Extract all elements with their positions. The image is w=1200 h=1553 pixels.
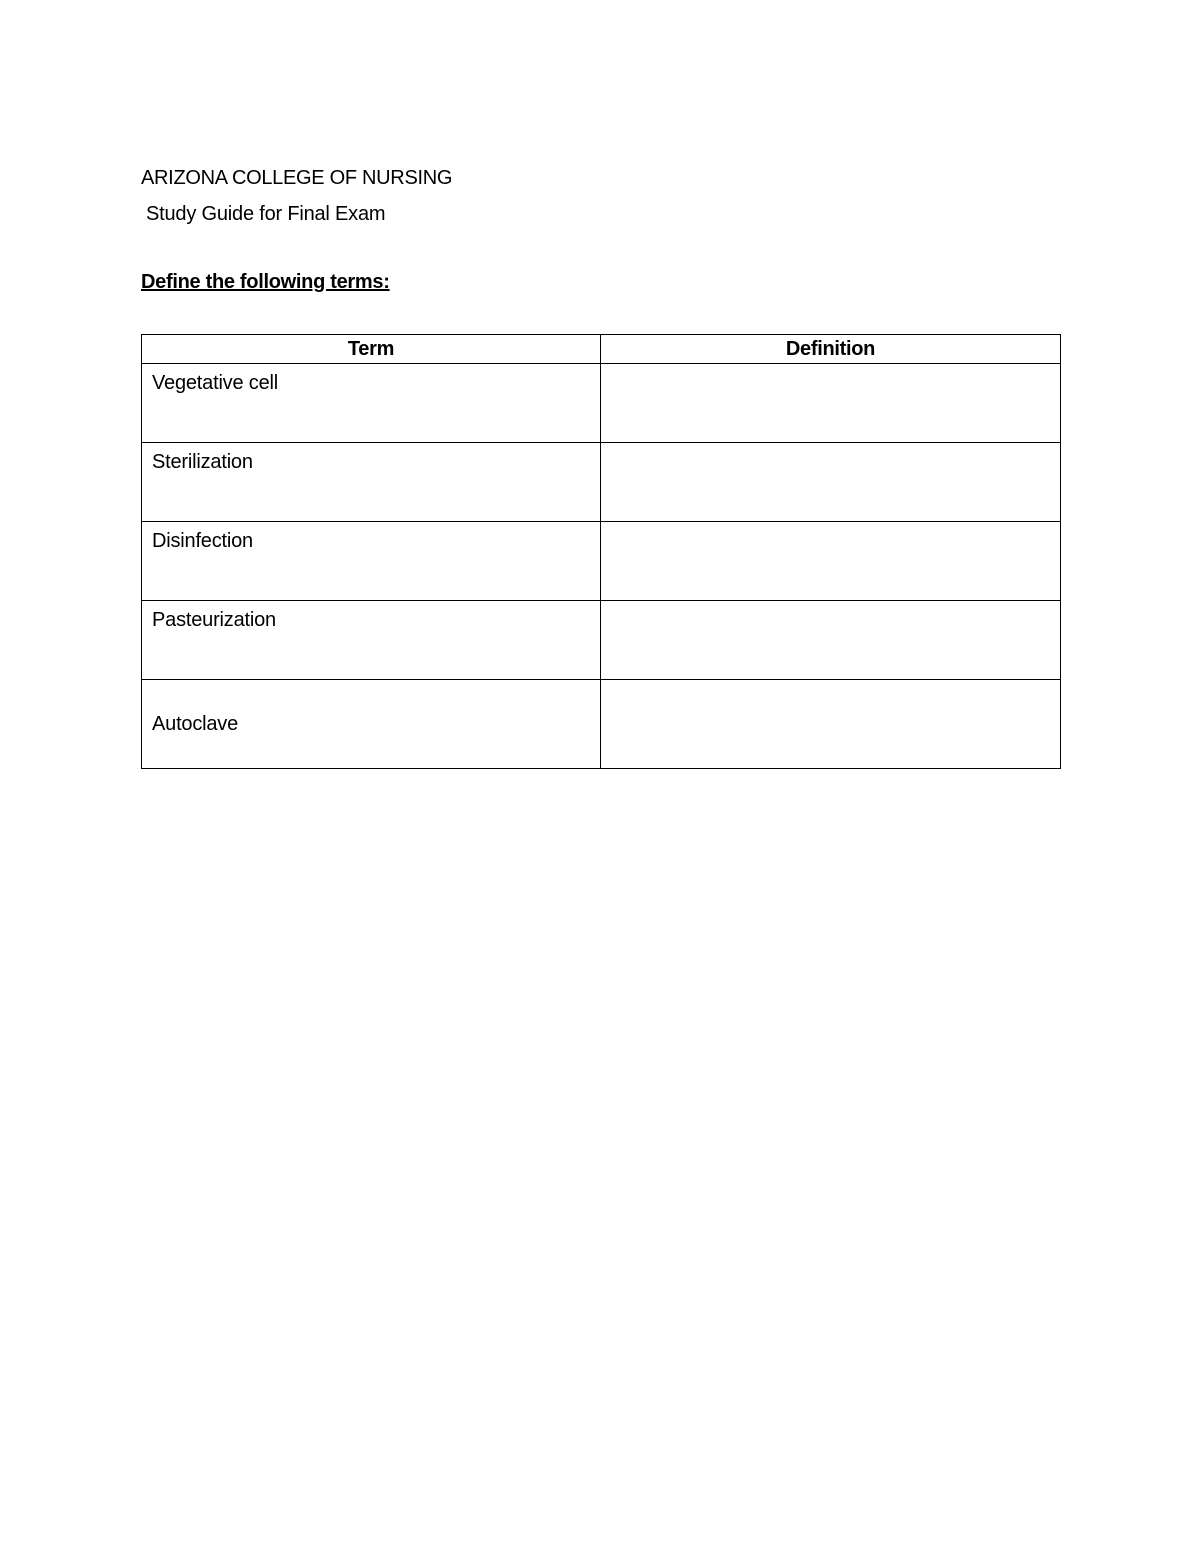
definition-cell [601,680,1061,769]
term-cell: Sterilization [142,443,601,522]
definition-cell [601,364,1061,443]
term-cell: Vegetative cell [142,364,601,443]
column-header-term: Term [142,335,601,364]
table-header-row [142,335,1061,364]
table-row [142,443,1061,522]
term-cell: Autoclave [142,680,601,769]
table-row [142,680,1061,769]
terms-table [141,334,1061,769]
column-header-definition: Definition [601,335,1061,364]
table-row [142,364,1061,443]
table-row [142,522,1061,601]
instruction-heading: Define the following terms: [141,271,390,293]
definition-cell [601,601,1061,680]
table-row [142,601,1061,680]
document-subtitle: Study Guide for Final Exam [146,203,386,225]
term-cell: Disinfection [142,522,601,601]
definition-cell [601,522,1061,601]
definition-cell [601,443,1061,522]
institution-name: ARIZONA COLLEGE OF NURSING [141,167,453,189]
term-cell: Pasteurization [142,601,601,680]
